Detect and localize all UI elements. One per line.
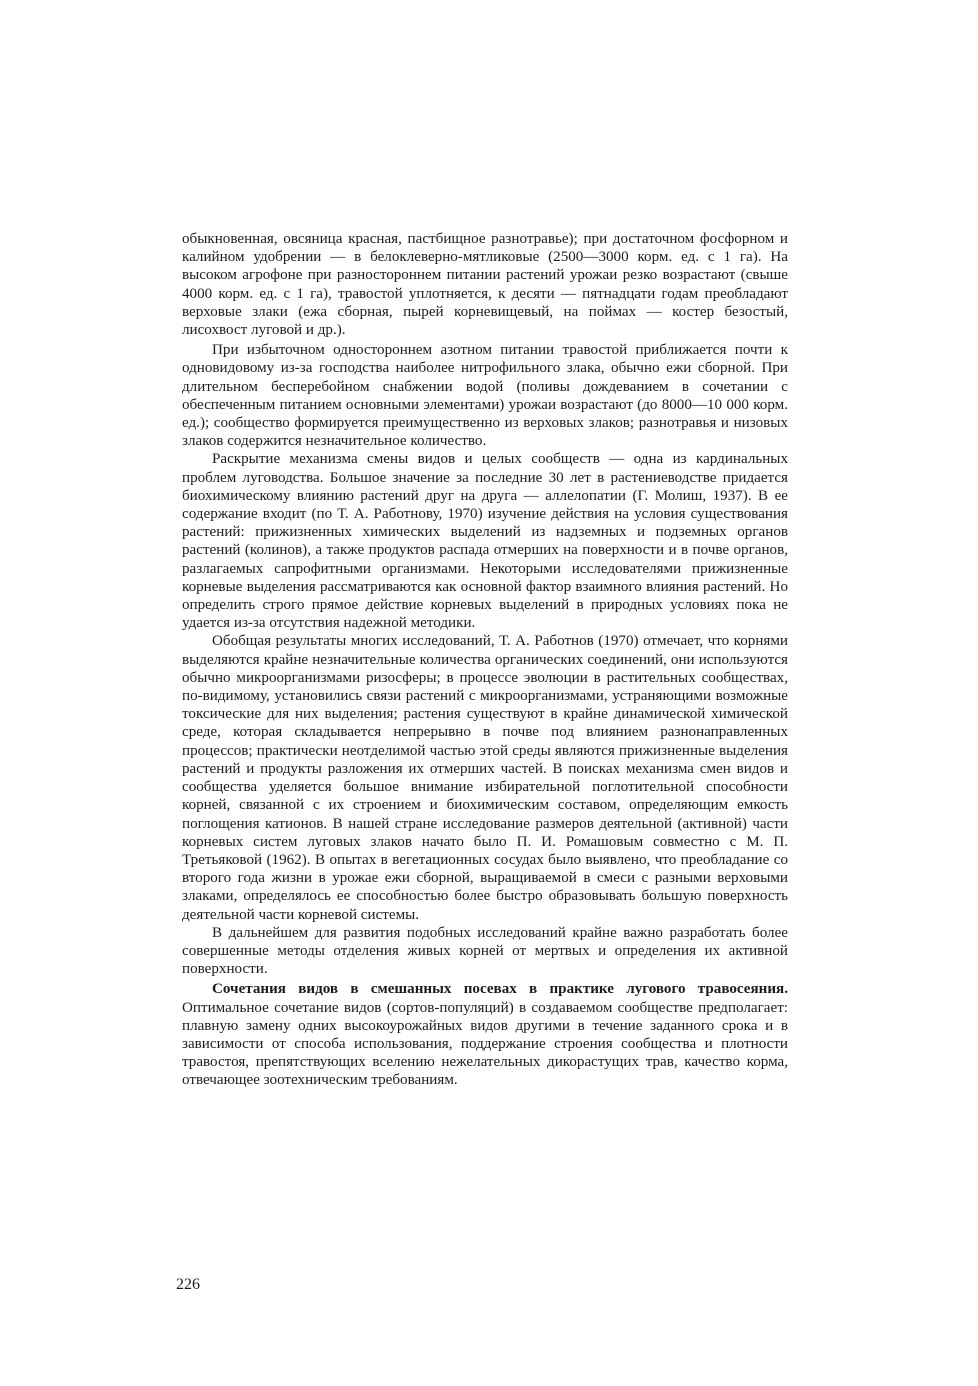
- section-text: Оптимальное сочетание видов (сортов-популяций) в создаваемом сообществе предполагает: плавную замену одних высокоурожайных видов другими в течение заданного срока и в зависимости от способа использования, поддержание строения сообщества и плотности травостоя, препятствующих вселению нежелательных дикорастущих трав, качество корма, отвечающее зоотехническим требованиям.: [182, 999, 788, 1089]
- paragraph-continuation: обыкновенная, овсяница красная, пастбищное разнотравье); при достаточном фосфорном и калийном удобрении — в белоклеверно-мятликовые (2500—3000 корм. ед. с 1 га). На высоком агрофоне при разностороннем питании растений урожаи резко возрастают (свыше 4000 корм. ед. с 1 га), травостой уплотняется, к десяти — пятнадцати годам преобладают верховые злаки (ежа сборная, пырей корневищевый, на поймах — костер безостый, лисохвост луговой и др.).: [182, 231, 788, 339]
- paragraph-nitrogen-nutrition: При избыточном одностороннем азотном питании травостой приближается почти к одновидовому из-за господства наиболее нитрофильного злака, обычно ежи сборной. При длительном бесперебойном снабжении водой (поливы дождеванием в сочетании с обеспеченным питанием основными элементами) урожаи возрастают (до 8000—10 000 корм. ед.); сообщество формируется преимущественно из верховых злаков; разнотравья и низовых злаков содержится незначительное количество.: [182, 342, 788, 450]
- paragraph-allelopathy: Раскрытие механизма смены видов и целых сообществ — одна из кардинальных проблем луговодства. Большое значение за последние 30 лет в растениеводстве придается биохимическому влиянию растений друг на друга — аллелопатии (Г. Молиш, 1937). В ее содержание входит (по Т. А. Работнову, 1970) изучение действия на условия существования растений: прижизненных химических выделений из надземных и подземных органов растений (колинов), а также продуктов распада отмерших на поверхности и в почве органов, разлагаемых сапрофитными организмами. Некоторыми исследователями прижизненные корневые выделения рассматриваются как основной фактор взаимного влияния растений. Но определить строго прямое действие корневых выделений в природных условиях пока не удается из-за отсутствия надежной методики.: [182, 451, 788, 632]
- paragraph-further-research: В дальнейшем для развития подобных исследований крайне важно разработать более совершенные методы отделения живых корней от мертвых и определения их активной поверхности.: [182, 924, 788, 978]
- page-number: 226: [176, 1276, 200, 1293]
- page-body: [182, 230, 788, 1090]
- paragraph-rabotnov-summary: Обобщая результаты многих исследований, Т. А. Работнов (1970) отмечает, что корнями выделяются крайне незначительные количества органических соединений, они используются обычно микроорганизмами ризосферы; в процессе эволюции в растительных сообществах, по-видимому, установились связи растений с микроорганизмами, устраняющими возможные токсические для них выделения; растения существуют в крайне динамической химической среде, которая складывается непрерывно в почве под влиянием разнонаправленных процессов; практически неотделимой частью этой среды являются прижизненные выделения растений и продукты разложения их отмерших частей. В поисках механизма смен видов и сообщества уделяется большое внимание избирательной поглотительной способности корней, связанной с их строением и биохимическим составом, определяющим емкость поглощения катионов. В нашей стране исследование размеров деятельной (активной) части корневых систем луговых злаков начато было П. И. Ромашовым совместно с М. П. Третьяковой (1962). В опытах в вегетационных сосудах было выявлено, что преобладание со второго года жизни в урожае ежи сборной, выращиваемой в смеси с разными верховыми злаками, определялось ее способностью более быстро образовывать большую поверхность деятельной части корневой системы.: [182, 633, 788, 923]
- paragraph-species-combinations: [182, 980, 788, 1089]
- section-heading: Сочетания видов в смешанных посевах в практике лугового травосеяния.: [212, 981, 788, 998]
